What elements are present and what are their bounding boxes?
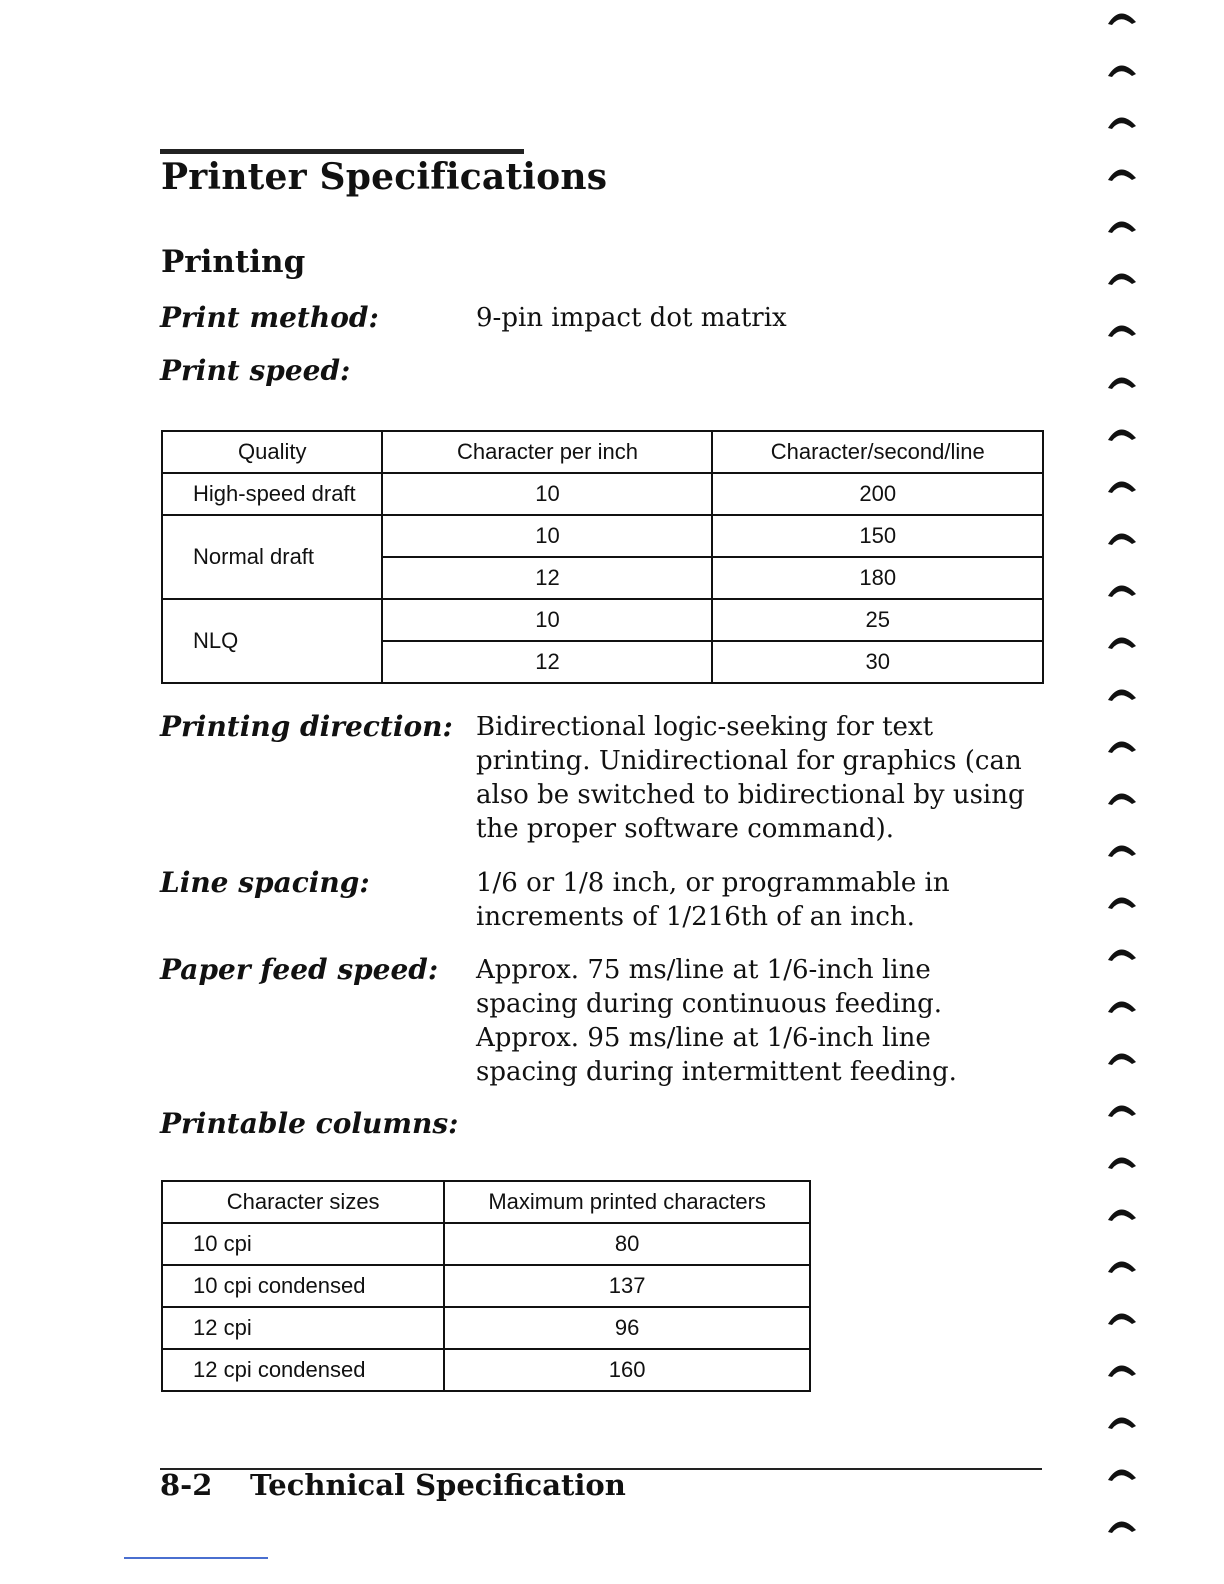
cpi-cell: 10 (382, 515, 712, 557)
binding-hole-icon (1108, 1365, 1136, 1377)
table-row (162, 473, 1043, 515)
text-line: also be switched to bidirectional by using (476, 780, 1025, 810)
max-cell: 80 (444, 1223, 810, 1265)
cpi-cell: 10 (382, 599, 712, 641)
text-line: Bidirectional logic-seeking for text (476, 712, 934, 742)
binding-hole-icon (1108, 1313, 1136, 1325)
print-method-label: Print method: (160, 301, 379, 334)
quality-cell: NLQ (162, 599, 382, 683)
binding-hole-icon (1108, 13, 1136, 25)
print-method-value: 9-pin impact dot matrix (476, 303, 787, 333)
text-line: 1/6 or 1/8 inch, or programmable in (476, 868, 950, 898)
table-header-row (162, 431, 1043, 473)
binding-hole-icon (1108, 429, 1136, 441)
printable-columns-table (161, 1180, 811, 1392)
binding-hole-icon (1108, 1521, 1136, 1533)
binding-hole-icon (1108, 169, 1136, 181)
binding-hole-icon (1108, 1157, 1136, 1169)
cpi-cell: 10 (382, 473, 712, 515)
size-cell: 12 cpi condensed (162, 1349, 444, 1391)
table-row (162, 1223, 810, 1265)
print-speed-table (161, 430, 1044, 684)
title-rule (160, 149, 524, 154)
text-line: spacing during intermittent feeding. (476, 1057, 957, 1087)
cps-cell: 200 (712, 473, 1043, 515)
section-heading: Printing (161, 244, 306, 280)
text-line: the proper software command). (476, 814, 895, 844)
size-cell: 12 cpi (162, 1307, 444, 1349)
max-cell: 160 (444, 1349, 810, 1391)
header-cell: Character/second/line (712, 431, 1043, 473)
max-cell: 96 (444, 1307, 810, 1349)
binding-hole-icon (1108, 845, 1136, 857)
table-row (162, 1265, 810, 1307)
cps-cell: 25 (712, 599, 1043, 641)
binding-hole-icon (1108, 65, 1136, 77)
binding-hole-icon (1108, 689, 1136, 701)
binding-hole-icon (1108, 481, 1136, 493)
cps-cell: 180 (712, 557, 1043, 599)
size-cell: 10 cpi condensed (162, 1265, 444, 1307)
header-cell: Character sizes (162, 1181, 444, 1223)
cps-cell: 150 (712, 515, 1043, 557)
quality-cell: Normal draft (162, 515, 382, 599)
binding-hole-icon (1108, 637, 1136, 649)
table-row (162, 1349, 810, 1391)
max-cell: 137 (444, 1265, 810, 1307)
scan-edge-mark (124, 1557, 268, 1559)
quality-cell: High-speed draft (162, 473, 382, 515)
printing-direction-text (476, 710, 1025, 846)
binding-hole-icon (1108, 585, 1136, 597)
page-title: Printer Specifications (161, 156, 608, 198)
printing-direction-label: Printing direction: (160, 710, 453, 743)
table-row (162, 515, 1043, 557)
line-spacing-text (476, 866, 950, 934)
binding-hole-icon (1108, 793, 1136, 805)
header-cell: Quality (162, 431, 382, 473)
binding-hole-icon (1108, 1469, 1136, 1481)
table-header-row (162, 1181, 810, 1223)
binding-hole-icon (1108, 897, 1136, 909)
binding-hole-icon (1108, 741, 1136, 753)
header-cell: Character per inch (382, 431, 712, 473)
text-line: printing. Unidirectional for graphics (can (476, 746, 1022, 776)
paper-feed-speed-text (476, 953, 957, 1089)
print-speed-label: Print speed: (160, 354, 351, 387)
binding-holes (1104, 0, 1144, 1584)
text-line: spacing during continuous feeding. (476, 989, 943, 1019)
binding-hole-icon (1108, 325, 1136, 337)
binding-hole-icon (1108, 1209, 1136, 1221)
binding-hole-icon (1108, 1053, 1136, 1065)
header-cell: Maximum printed characters (444, 1181, 810, 1223)
binding-hole-icon (1108, 273, 1136, 285)
text-line: Approx. 95 ms/line at 1/6-inch line (476, 1023, 931, 1053)
size-cell: 10 cpi (162, 1223, 444, 1265)
binding-hole-icon (1108, 1417, 1136, 1429)
table-row (162, 1307, 810, 1349)
cps-cell: 30 (712, 641, 1043, 683)
binding-hole-icon (1108, 949, 1136, 961)
binding-hole-icon (1108, 117, 1136, 129)
table-row (162, 599, 1043, 641)
binding-hole-icon (1108, 221, 1136, 233)
cpi-cell: 12 (382, 557, 712, 599)
text-line: increments of 1/216th of an inch. (476, 902, 915, 932)
printable-columns-label: Printable columns: (160, 1107, 459, 1140)
binding-hole-icon (1108, 1261, 1136, 1273)
page-number: 8-2 (160, 1468, 213, 1502)
paper-feed-speed-label: Paper feed speed: (160, 953, 439, 986)
cpi-cell: 12 (382, 641, 712, 683)
chapter-title: Technical Specification (250, 1468, 626, 1502)
binding-hole-icon (1108, 377, 1136, 389)
binding-hole-icon (1108, 1105, 1136, 1117)
text-line: Approx. 75 ms/line at 1/6-inch line (476, 955, 931, 985)
binding-hole-icon (1108, 1001, 1136, 1013)
binding-hole-icon (1108, 533, 1136, 545)
line-spacing-label: Line spacing: (160, 866, 370, 899)
